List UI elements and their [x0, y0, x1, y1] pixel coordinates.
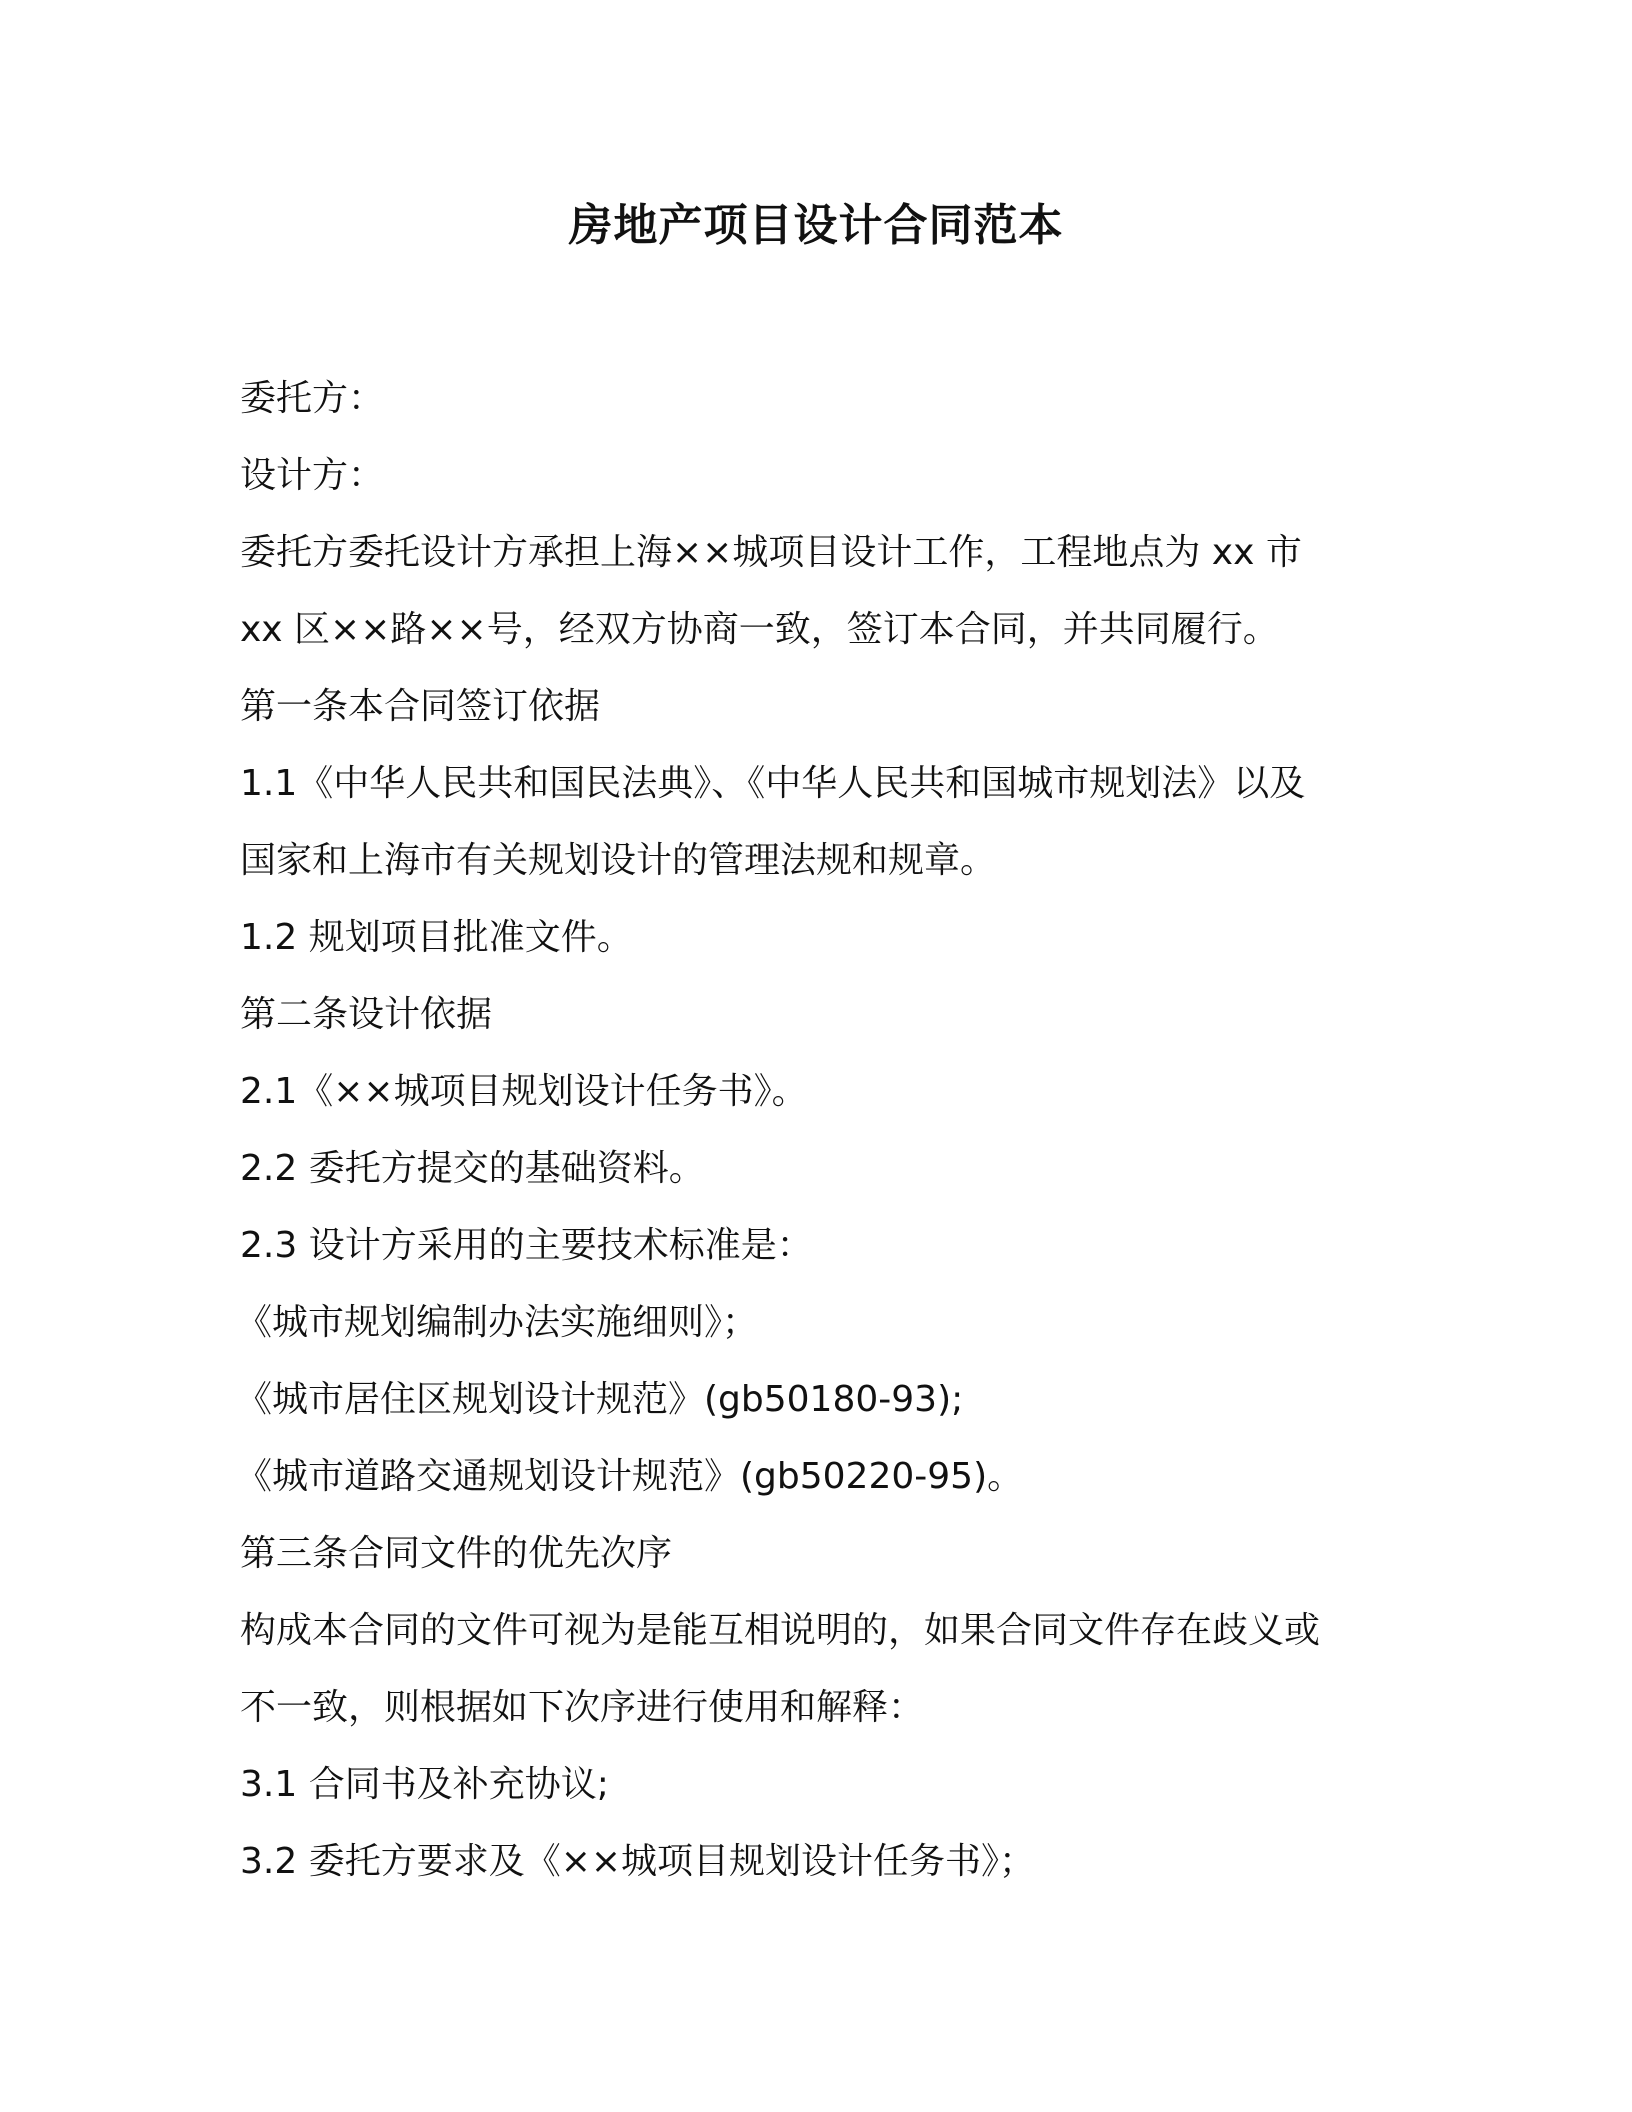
client-party-line: 委托方： — [240, 378, 385, 419]
article-1-heading: 第一条本合同签订依据 — [240, 686, 601, 727]
clause-2-2: 2.2 委托方提交的基础资料。 — [240, 1148, 705, 1189]
clause-1-2: 1.2 规划项目批准文件。 — [240, 917, 633, 958]
article-3-paragraph-line-2: 不一致，则根据如下次序进行使用和解释： — [240, 1687, 925, 1728]
clause-2-1: 2.1《××城项目规划设计任务书》。 — [240, 1071, 808, 1112]
article-3-paragraph-line-1: 构成本合同的文件可视为是能互相说明的，如果合同文件存在歧义或 — [240, 1610, 1321, 1651]
document-body — [236, 360, 1400, 1900]
standard-item-1: 《城市规划编制办法实施细则》； — [236, 1302, 759, 1343]
clause-1-1-line-1: 1.1《中华人民共和国民法典》、《中华人民共和国城市规划法》以及 — [240, 763, 1306, 804]
designer-party-line: 设计方： — [240, 455, 385, 496]
clause-3-2: 3.2 委托方要求及《××城项目规划设计任务书》； — [240, 1841, 1036, 1882]
standard-item-2: 《城市居住区规划设计规范》(gb50180-93); — [236, 1379, 964, 1420]
clause-2-3: 2.3 设计方采用的主要技术标准是： — [240, 1225, 813, 1266]
clause-3-1: 3.1 合同书及补充协议; — [240, 1764, 609, 1805]
clause-1-1-line-2: 国家和上海市有关规划设计的管理法规和规章。 — [240, 840, 997, 881]
article-2-heading: 第二条设计依据 — [240, 994, 493, 1035]
article-3-heading: 第三条合同文件的优先次序 — [240, 1533, 673, 1574]
intro-paragraph-line-1: 委托方委托设计方承担上海××城项目设计工作，工程地点为 xx 市 — [240, 532, 1302, 573]
document-title: 房地产项目设计合同范本 — [568, 200, 1064, 251]
intro-paragraph-line-2: xx 区××路××号，经双方协商一致，签订本合同，并共同履行。 — [240, 609, 1279, 650]
standard-item-3: 《城市道路交通规划设计规范》(gb50220-95)。 — [236, 1456, 1024, 1497]
